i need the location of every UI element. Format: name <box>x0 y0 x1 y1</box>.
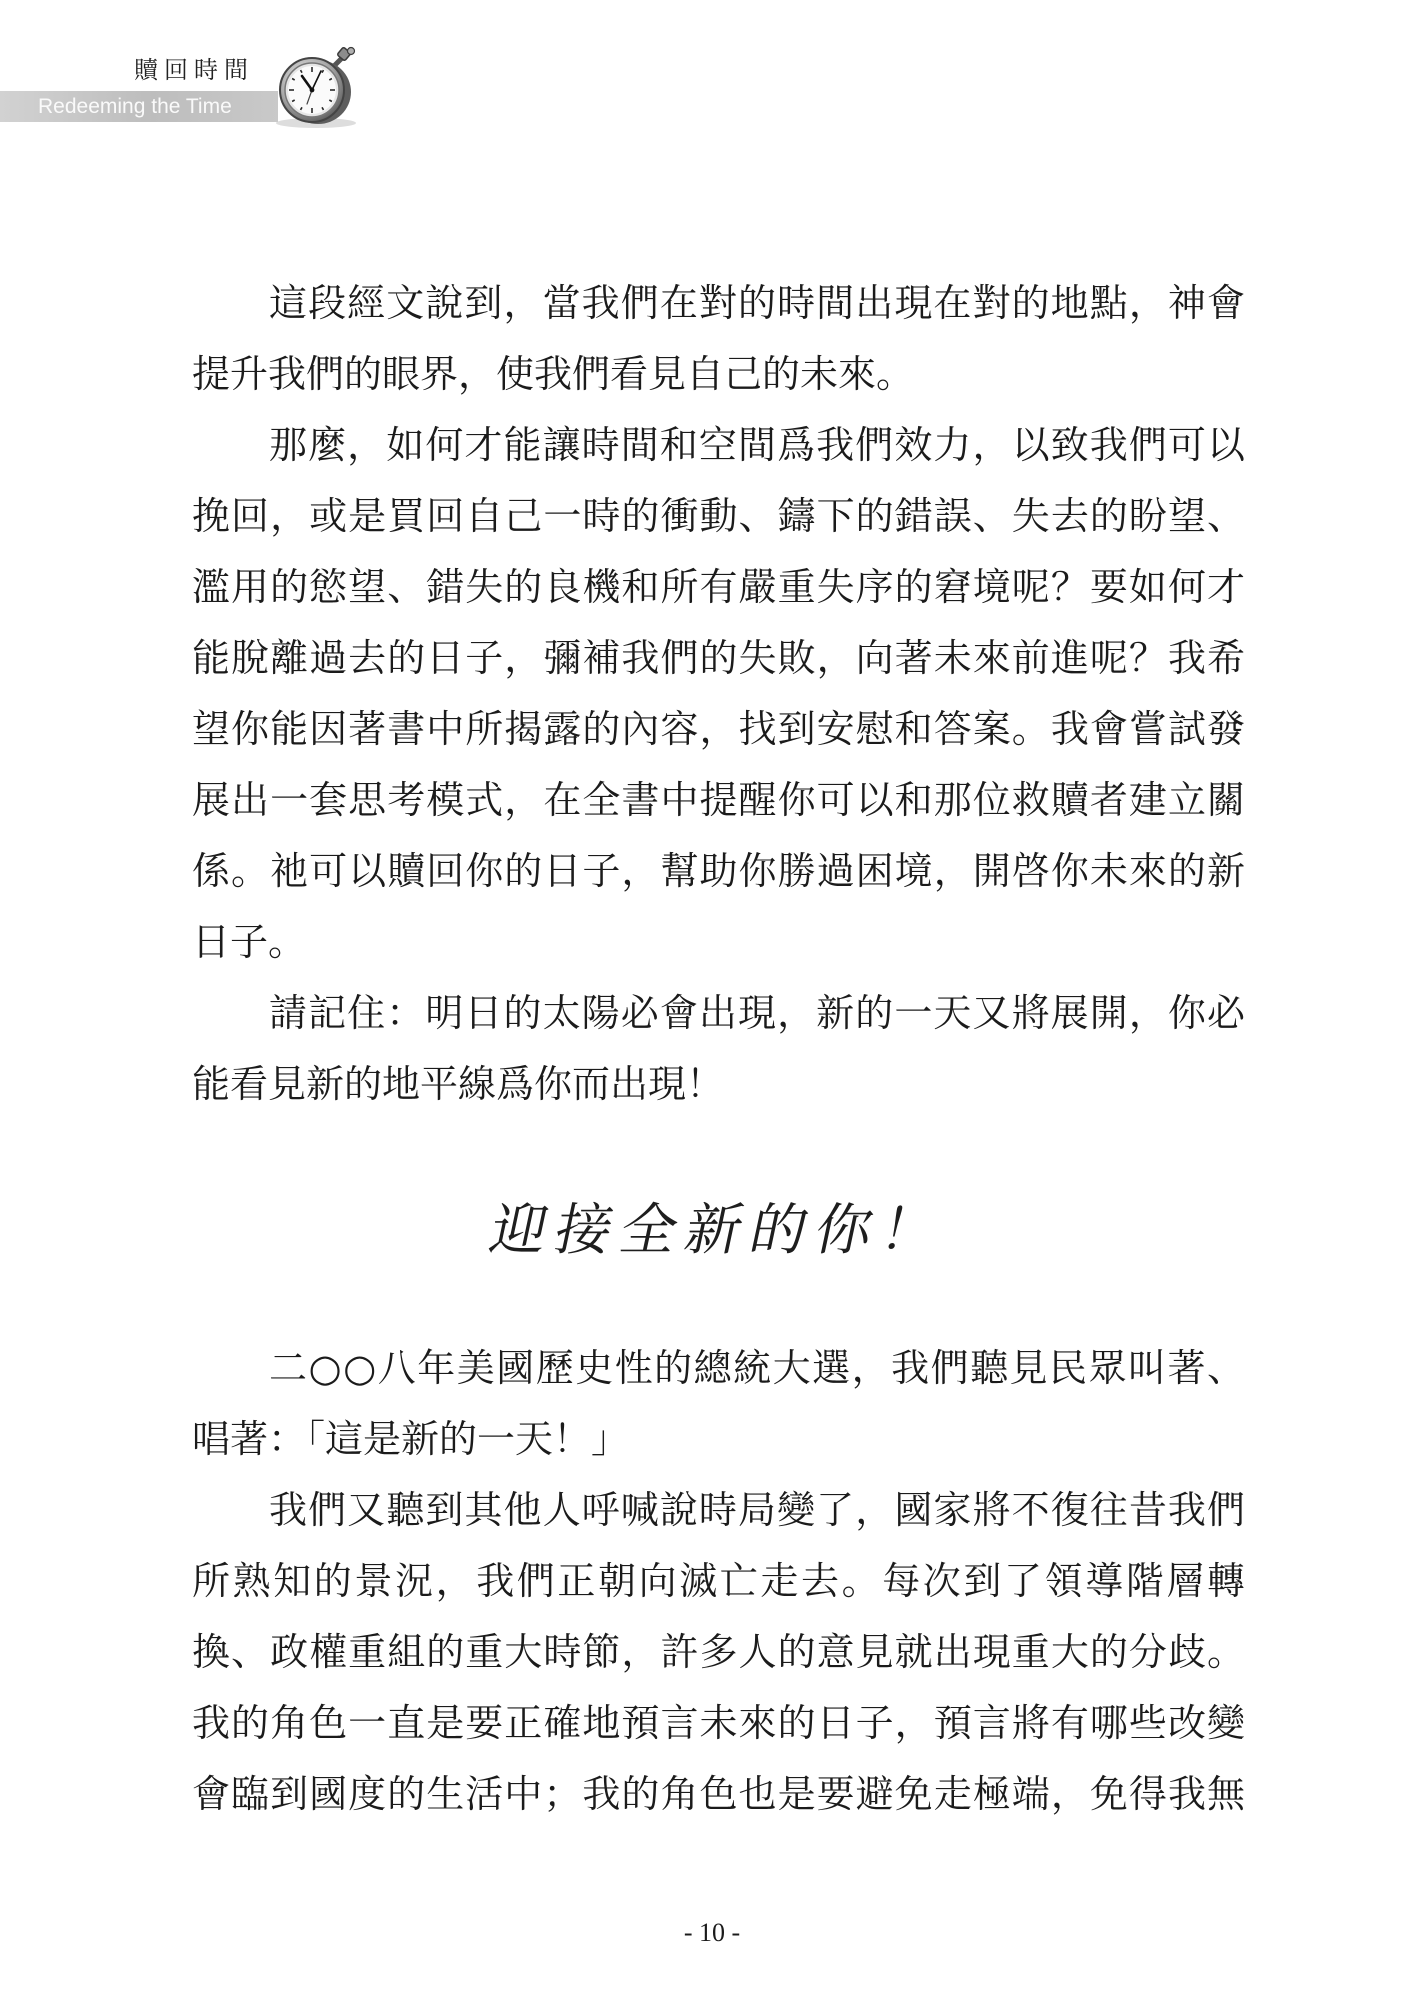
text-line: 唱著：「這是新的一天！」 <box>192 1417 630 1461</box>
paragraph-2 <box>192 410 1245 978</box>
running-header-title: 贖回時間 <box>134 56 254 84</box>
section-heading <box>192 1188 1245 1274</box>
text-line: 挽回，或是買回自己一時的衝動、鑄下的錯誤、失去的盼望、 <box>192 494 1245 538</box>
text-line: 會臨到國度的生活中；我的角色也是要避免走極端，免得我無 <box>192 1772 1245 1816</box>
text-line: 係。祂可以贖回你的日子，幫助你勝過困境，開啓你未來的新 <box>192 849 1245 893</box>
text-line: 那麼，如何才能讓時間和空間爲我們效力，以致我們可以 <box>269 423 1245 467</box>
text-line: 提升我們的眼界，使我們看見自己的未來。 <box>192 352 915 396</box>
text-line: 展出一套思考模式，在全書中提醒你可以和那位救贖者建立關 <box>192 778 1245 822</box>
text-line: 濫用的慾望、錯失的良機和所有嚴重失序的窘境呢？要如何才 <box>192 565 1245 609</box>
text-line: 望你能因著書中所揭露的內容，找到安慰和答案。我會嘗試發 <box>192 707 1245 751</box>
text-line: 我們又聽到其他人呼喊說時局變了，國家將不復往昔我們 <box>269 1488 1245 1532</box>
text-line: 所熟知的景況，我們正朝向滅亡走去。每次到了領導階層轉 <box>192 1559 1245 1603</box>
paragraph-4 <box>192 1333 1245 1475</box>
page-number: - 10 - <box>683 1918 741 1947</box>
text-line: 二○○八年美國歷史性的總統大選，我們聽見民眾叫著、 <box>269 1346 1245 1390</box>
text-line: 換、政權重組的重大時節，許多人的意見就出現重大的分歧。 <box>192 1630 1245 1674</box>
text-line: 能脫離過去的日子，彌補我們的失敗，向著未來前進呢？我希 <box>192 636 1245 680</box>
text-section-1 <box>192 268 1245 1120</box>
text-line: 能看見新的地平線爲你而出現！ <box>192 1062 725 1106</box>
text-section-2 <box>192 1333 1245 1830</box>
stopwatch-icon <box>266 46 366 130</box>
running-header-subtitle: Redeeming the Time <box>38 95 232 118</box>
text-line: 日子。 <box>192 920 307 964</box>
text-line: 這段經文說到，當我們在對的時間出現在對的地點，神會 <box>269 281 1245 325</box>
section-heading-text: 迎接全新的你！ <box>484 1198 954 1263</box>
text-line: 請記住：明日的太陽必會出現，新的一天又將展開，你必 <box>269 991 1245 1035</box>
paragraph-1 <box>192 268 1245 410</box>
paragraph-3 <box>192 978 1245 1120</box>
text-line: 我的角色一直是要正確地預言未來的日子，預言將有哪些改變 <box>192 1701 1245 1745</box>
paragraph-5 <box>192 1475 1245 1830</box>
